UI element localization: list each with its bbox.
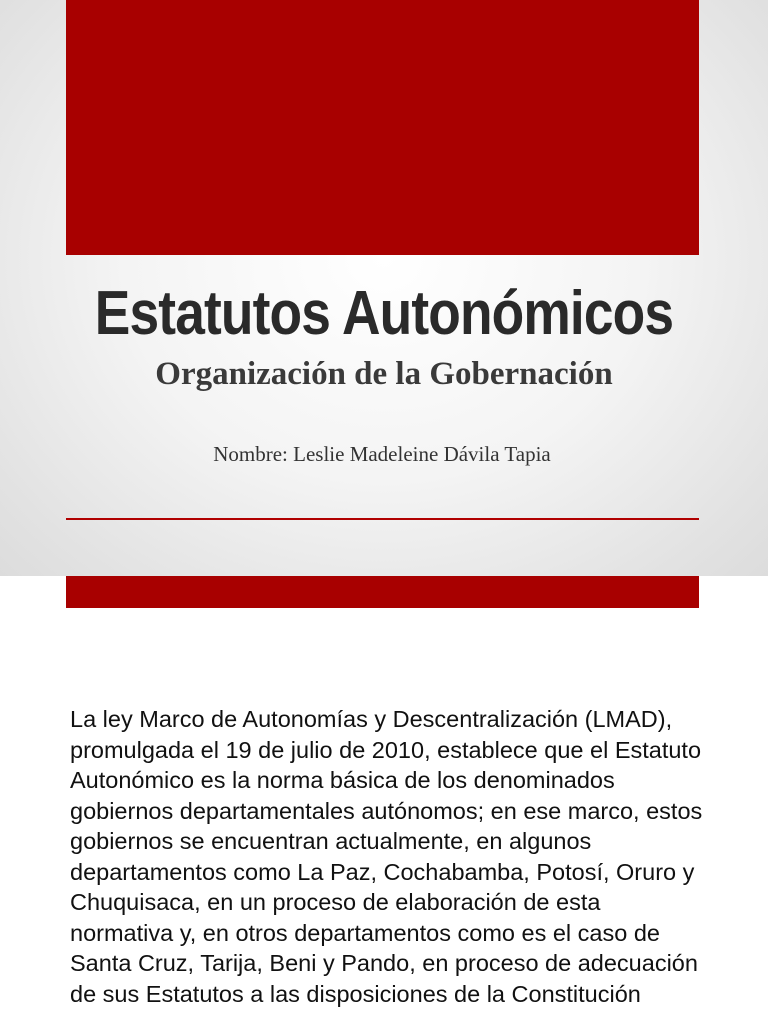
author-name: Nombre: Leslie Madeleine Dávila Tapia [213, 442, 551, 466]
slide-subtitle: Organización de la Gobernación [155, 356, 613, 392]
divider-line [66, 518, 699, 520]
content-slide [0, 576, 768, 1024]
header-red-block [66, 0, 699, 255]
slide-title: Estatutos Autonómicos [94, 279, 674, 348]
body-paragraph: La ley Marco de Autonomías y Descentralización (LMAD), promulgada el 19 de julio de 2010, establece que el Estatuto Autonómico es la norma básica de los denominados gobiernos departamentales autónomos; en ese marco, estos gobiernos se encuentran actualmente, en algunos departamentos como La Paz, Cochabamba, Potosí, Oruro y Chuquisaca, en un proceso de elaboración de esta normativa y, en otros departamentos como es el caso de Santa Cruz, Tarija, Beni y Pando, en proceso de adecuación de sus Estatutos a las disposiciones de la Constitución [70, 706, 703, 1007]
header-red-block [66, 576, 699, 608]
